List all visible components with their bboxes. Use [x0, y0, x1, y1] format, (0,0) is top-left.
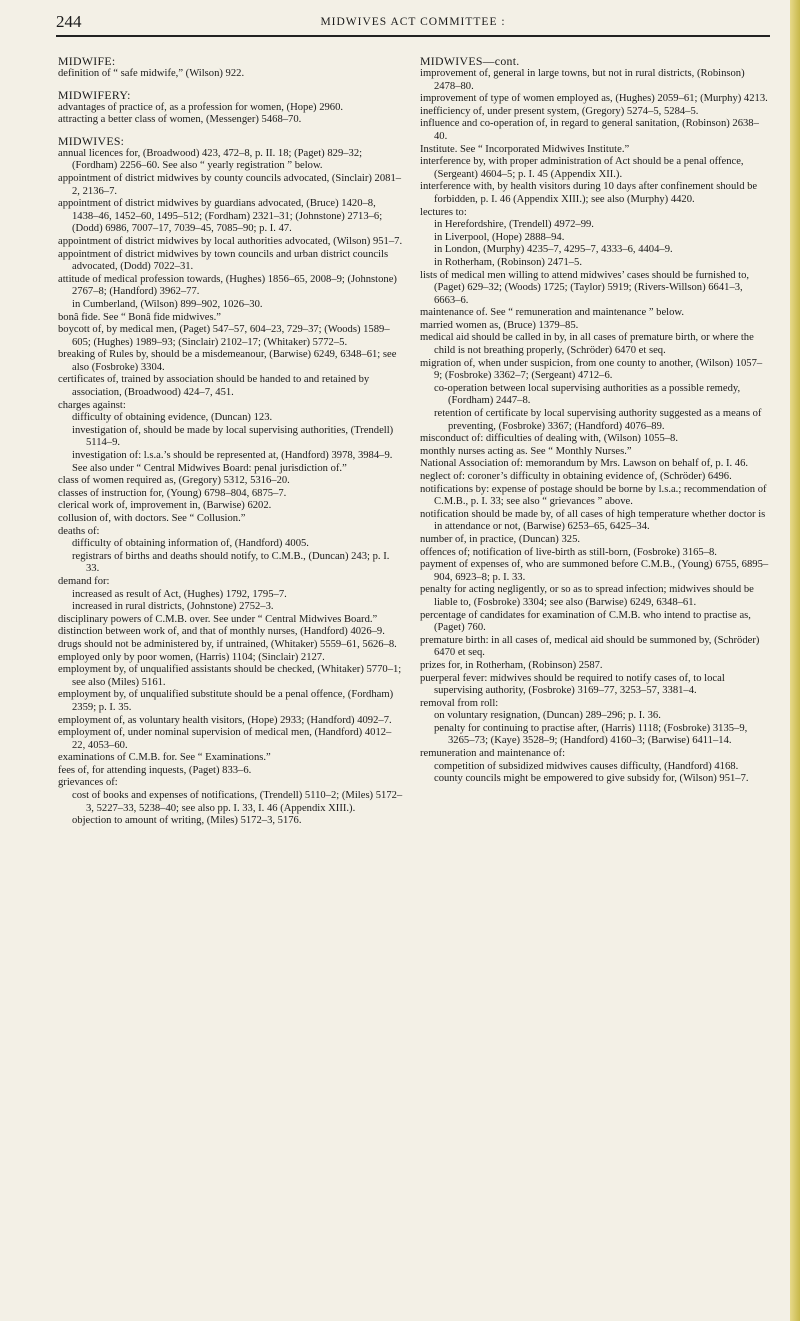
- index-entry: distinction between work of, and that of monthly nurses, (Handford) 4026–9.: [58, 626, 385, 638]
- index-entry: classes of instruction for, (Young) 6798–804, 6875–7.: [58, 487, 287, 499]
- index-heading: MIDWIFE:: [58, 54, 116, 68]
- index-entry: payment of expenses of, who are summoned before C.M.B., (Young) 6755, 6895–904, 6923–8; p. I. 33.: [420, 559, 769, 583]
- index-entry: collusion of, with doctors. See “ Collusion.”: [58, 513, 246, 524]
- index-entry: monthly nurses acting as. See “ Monthly Nurses.”: [420, 445, 632, 457]
- index-entry: certificates of, trained by association should be handed to and retained by association, (Broadwood) 424–7, 451.: [58, 374, 370, 399]
- index-entry: removal from roll:: [420, 697, 499, 709]
- index-entry: lists of medical men willing to attend midwives’ cases should be furnished to, (Paget) 629–32; (Woods) 1725; (Taylor) 5919; (Rivers-Willson) 6641–3, 6663–6.: [420, 269, 750, 306]
- page-header: [56, 12, 770, 32]
- index-heading: MIDWIVES—cont.: [420, 54, 520, 68]
- index-entry: interference with, by health visitors during 10 days after confinement should be forbidden, p. I. 46 (Appendix XIII.); see also (Murphy) 4420.: [420, 181, 758, 205]
- index-entry: appointment of district midwives by local authorities advocated, (Wilson) 951–7.: [58, 235, 403, 247]
- index-entry: demand for:: [58, 575, 110, 587]
- index-entry: appointment of district midwives by county councils advocated, (Sinclair) 2081–2, 2136–7.: [58, 172, 402, 197]
- index-entry: inefficiency of, under present system, (Gregory) 5274–5, 5284–5.: [420, 105, 699, 117]
- index-entry: misconduct of: difficulties of dealing with, (Wilson) 1055–8.: [420, 433, 678, 445]
- running-head: MIDWIVES ACT COMMITTEE :: [320, 16, 506, 28]
- index-heading: MIDWIVES:: [58, 133, 125, 148]
- index-entry: number of, in practice, (Duncan) 325.: [420, 533, 581, 545]
- index-subentry: registrars of births and deaths should notify, to C.M.B., (Duncan) 243; p. I. 33.: [72, 550, 390, 575]
- index-entry: disciplinary powers of C.M.B. over. See under “ Central Midwives Board.”: [58, 613, 378, 625]
- index-subentry: investigation of: l.s.a.’s should be represented at, (Handford) 3978, 3984–9.: [72, 450, 393, 462]
- index-entry: appointment of district midwives by guardians advocated, (Bruce) 1420–8, 1438–46, 1452–60, 1495–512; (Fordham) 2321–31; (Johnstone) 2713–6; (Dodd) 6986, 7007–17, 7039–45, 7085–90; p. I. 47.: [58, 198, 383, 235]
- index-entry: puerperal fever: midwives should be required to notify cases of, to local supervising authority, (Fosbroke) 3169–77, 3253–57, 3381–4.: [420, 672, 725, 697]
- index-entry: notification should be made by, of all cases of high temperature whether doctor is in attendance or not, (Barwise) 6253–65, 6425–34.: [420, 508, 766, 533]
- index-subentry: on voluntary resignation, (Duncan) 289–296; p. I. 36.: [434, 710, 661, 722]
- index-subentry: difficulty of obtaining information of, (Handford) 4005.: [72, 538, 309, 550]
- index-entry: penalty for acting negligently, or so as to spread infection; midwives should be liable to, (Fosbroke) 3304; see also (Barwise) 6249, 6348–61.: [420, 584, 754, 608]
- page-edge: [790, 0, 800, 1321]
- index-entry: annual licences for, (Broadwood) 423, 472–8, p. II. 18; (Paget) 829–32; (Fordham) 2256–60. See also “ yearly registration ” below.: [58, 147, 363, 172]
- index-entry: definition of “ safe midwife,” (Wilson) 922.: [58, 68, 245, 79]
- index-entry: bonâ fide. See “ Bonâ fide midwives.”: [58, 311, 221, 323]
- index-entry: influence and co-operation of, in regard to general sanitation, (Robinson) 2638–40.: [420, 118, 759, 142]
- index-entry: lectures to:: [420, 206, 467, 218]
- index-entry: advantages of practice of, as a profession for women, (Hope) 2960.: [58, 101, 344, 113]
- index-entry: appointment of district midwives by town councils and urban district councils advocated, (Dodd) 7022–31.: [58, 248, 389, 273]
- index-entry: remuneration and maintenance of:: [420, 748, 566, 760]
- index-subentry: difficulty of obtaining evidence, (Duncan) 123.: [72, 412, 273, 424]
- index-entry: employment by, of unqualified substitute should be a penal offence, (Fordham) 2359; p. I. 35.: [58, 689, 394, 713]
- index-entry: premature birth: in all cases of, medical aid should be summoned by, (Schröder) 6470 et seq.: [420, 634, 760, 659]
- index-entry: employment of, under nominal supervision of medical men, (Handford) 4012–22, 4053–60.: [58, 727, 392, 751]
- index-subentry: county councils might be empowered to give subsidy for, (Wilson) 951–7.: [434, 773, 749, 785]
- index-entry: attitude of medical profession towards, (Hughes) 1856–65, 2008–9; (Johnstone) 2767–8; (Handford) 3962–77.: [58, 273, 397, 298]
- index-subentry: See also under “ Central Midwives Board: penal jurisdiction of.”: [72, 462, 347, 474]
- index-entry: National Association of: memorandum by Mrs. Lawson on behalf of, p. I. 46.: [420, 458, 749, 470]
- index-entry: medical aid should be called in by, in all cases of premature birth, or where the child is not breathing properly, (Schröder) 6470 et seq.: [420, 332, 754, 357]
- index-heading: MIDWIFERY:: [58, 87, 131, 102]
- index-entry: class of women required as, (Gregory) 5312, 5316–20.: [58, 475, 290, 487]
- index-entry: charges against:: [58, 399, 126, 411]
- index-subentry: competition of subsidized midwives causes difficulty, (Handford) 4168.: [434, 760, 739, 772]
- index-entry: examinations of C.M.B. for. See “ Examinations.”: [58, 752, 271, 764]
- index-subentry: investigation of, should be made by local supervising authorities, (Trendell) 5114–9.: [72, 424, 394, 449]
- index-subentry: increased in rural districts, (Johnstone) 2752–3.: [72, 601, 274, 613]
- index-subentry: objection to amount of writing, (Miles) 5172–3, 5176.: [72, 815, 302, 827]
- index-entry: fees of, for attending inquests, (Paget) 833–6.: [58, 764, 252, 776]
- index-entry: neglect of: coroner’s difficulty in obtaining evidence of, (Schröder) 6496.: [420, 471, 732, 482]
- left-column: [58, 55, 403, 828]
- index-subentry: co-operation between local supervising authorities as a possible remedy, (Fordham) 2447–8.: [434, 382, 741, 407]
- index-subentry: in London, (Murphy) 4235–7, 4295–7, 4333–6, 4404–9.: [434, 244, 673, 256]
- index-entry: notifications by: expense of postage should be borne by l.s.a.; recommendation of C.M.B., p. I. 33; see also “ grievances ” above.: [420, 483, 767, 508]
- index-entry: deaths of:: [58, 525, 100, 537]
- index-entry: Institute. See “ Incorporated Midwives Institute.”: [420, 143, 630, 155]
- index-subentry: in Liverpool, (Hope) 2888–94.: [434, 231, 565, 243]
- index-entry: interference by, with proper administration of Act should be a penal offence, (Sergeant) 4604–5; p. I. 45 (Appendix XII.).: [420, 156, 744, 180]
- index-subentry: increased as result of Act, (Hughes) 1792, 1795–7.: [72, 588, 287, 600]
- index-entry: prizes for, in Rotherham, (Robinson) 2587.: [420, 659, 603, 671]
- index-entry: drugs should not be administered by, if untrained, (Whitaker) 5559–61, 5626–8.: [58, 638, 397, 650]
- index-entry: married women as, (Bruce) 1379–85.: [420, 319, 579, 331]
- index-entry: improvement of, general in large towns, but not in rural districts, (Robinson) 2478–80.: [420, 68, 745, 92]
- index-entry: attracting a better class of women, (Messenger) 5468–70.: [58, 114, 302, 126]
- index-subentry: in Cumberland, (Wilson) 899–902, 1026–30.: [72, 298, 263, 310]
- index-entry: migration of, when under suspicion, from one county to another, (Wilson) 1057–9; (Fosbroke) 3362–7; (Sergeant) 4712–6.: [420, 357, 763, 382]
- right-column: [420, 55, 770, 786]
- index-entry: boycott of, by medical men, (Paget) 547–57, 604–23, 729–37; (Woods) 1589–605; (Hughes) 1989–93; (Sinclair) 2102–17; (Whitaker) 5772–5.: [58, 324, 390, 348]
- header-rule: [56, 35, 770, 37]
- index-entry: breaking of Rules by, should be a misdemeanour, (Barwise) 6249, 6348–61; see also (Fosbroke) 3304.: [58, 349, 397, 373]
- index-subentry: in Herefordshire, (Trendell) 4972–99.: [434, 219, 594, 231]
- index-entry: clerical work of, improvement in, (Barwise) 6202.: [58, 500, 272, 512]
- index-subentry: cost of books and expenses of notifications, (Trendell) 5110–2; (Miles) 5172–3, 5227–33, 5238–40; see also pp. I. 33, I. 46 (Appendix XIII.).: [72, 790, 403, 814]
- index-subentry: retention of certificate by local supervising authority suggested as a means of preventing, (Fosbroke) 3367; (Handford) 4076–89.: [434, 408, 762, 432]
- index-entry: offences of; notification of live-birth as still-born, (Fosbroke) 3165–8.: [420, 546, 717, 558]
- index-entry: grievances of:: [58, 777, 118, 789]
- index-entry: percentage of candidates for examination of C.M.B. who intend to practise as, (Paget) 760.: [420, 609, 751, 634]
- index-entry: employment of, as voluntary health visitors, (Hope) 2933; (Handford) 4092–7.: [58, 714, 392, 726]
- index-subentry: penalty for continuing to practise after, (Harris) 1118; (Fosbroke) 3135–9, 3265–73; (Kaye) 3528–9; (Handford) 4160–3; (Barwise) 6411–14.: [434, 722, 748, 747]
- index-entry: employment by, of unqualified assistants should be checked, (Whitaker) 5770–1; see also (Miles) 5161.: [58, 664, 402, 688]
- index-subentry: in Rotherham, (Robinson) 2471–5.: [434, 256, 583, 268]
- page-number: 244: [56, 12, 82, 31]
- index-entry: improvement of type of women employed as, (Hughes) 2059–61; (Murphy) 4213.: [420, 93, 768, 105]
- index-entry: maintenance of. See “ remuneration and maintenance ” below.: [420, 307, 685, 319]
- index-entry: employed only by poor women, (Harris) 1104; (Sinclair) 2127.: [58, 651, 325, 663]
